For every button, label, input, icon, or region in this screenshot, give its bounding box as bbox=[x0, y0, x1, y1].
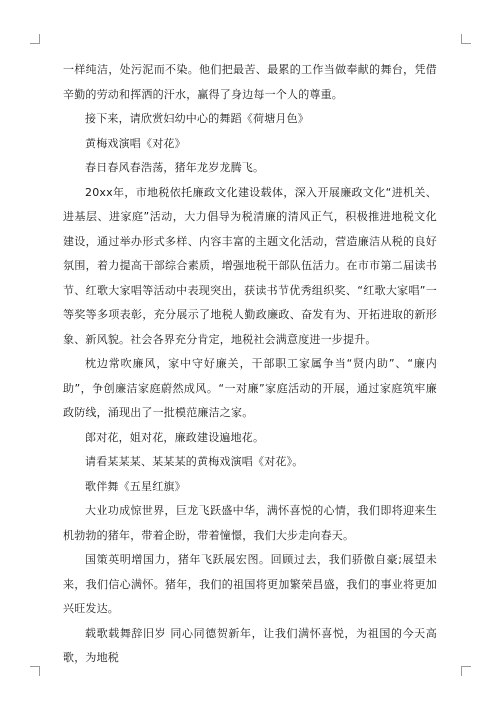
paragraph-family-integrity: 枕边常吹廉风，家中守好廉关，干部职工家属争当“贤内助”、“廉内助”，争创廉洁家庭蔚然成风。“一对廉”家庭活动的开展，通过家庭筑牢廉政防线，涌现出了一批模范廉洁之家。 bbox=[63, 357, 437, 419]
document-body bbox=[63, 58, 437, 671]
paragraph-national-policy: 国策英明增国力，猪年飞跃展宏图。回顾过去，我们骄傲自豪;展望未来，我们信心满怀。猪年，我们的祖国将更加繁荣昌盛，我们的事业将更加兴旺发达。 bbox=[63, 553, 437, 615]
paragraph-performance-intro: 请看某某某、某某某的黄梅戏演唱《对花》。 bbox=[85, 455, 304, 468]
paragraph-program-title: 黄梅戏演唱《对花》 bbox=[85, 136, 186, 150]
crop-mark-bottom-right bbox=[461, 666, 471, 676]
paragraph-closing: 载歌载舞辞旧岁 同心同德贺新年，让我们满怀喜悦，为祖国的今天高歌，为地税 bbox=[63, 626, 437, 664]
crop-mark-bottom-left bbox=[30, 666, 40, 676]
crop-mark-top-right bbox=[461, 34, 471, 44]
paragraph-continuation: 一样纯洁，处污泥而不染。他们把最苦、最累的工作当做奉献的舞台，凭借辛勤的劳动和挥洒的汗水，赢得了身边每一个人的尊重。 bbox=[63, 63, 437, 101]
paragraph-couplet: 春日春风春浩荡，猪年龙岁龙腾飞。 bbox=[85, 161, 265, 174]
paragraph-verse: 郎对花，姐对花，廉政建设遍地花。 bbox=[85, 430, 265, 444]
paragraph-dance-intro: 接下来，请欣赏妇幼中心的舞蹈《荷塘月色》 bbox=[85, 112, 309, 125]
paragraph-tax-culture: 20xx年，市地税依托廉政文化建设载体，深入开展廉政文化“进机关、进基层、进家庭”活动，大力倡导为税清廉的清风正气，积极推进地税文化建设，通过举办形式多样、内容丰富的主题文化活动，营造廉洁从税的良好氛围，着力提高干部综合素质，增强地税干部队伍活力。在市市第二届读书节、红歌大家唱等活动中表现突出，获读书节优秀组织奖、“红歌大家唱”一等奖等多项表彰，充分展示了地税人勤政廉政、奋发有为、开拓进取的新形象、新风貌。社会各界充分肯定，地税社会满意度进一步提升。 bbox=[63, 185, 437, 346]
paragraph-program-title-2: 歌伴舞《五星红旗》 bbox=[85, 479, 186, 493]
crop-mark-top-left bbox=[30, 34, 40, 44]
paragraph-new-year: 大业功成惊世界，巨龙飞跃盛中华，满怀喜悦的心情，我们即将迎来生机勃勃的猪年，带着企盼，带着憧憬，我们大步走向春天。 bbox=[63, 504, 437, 542]
